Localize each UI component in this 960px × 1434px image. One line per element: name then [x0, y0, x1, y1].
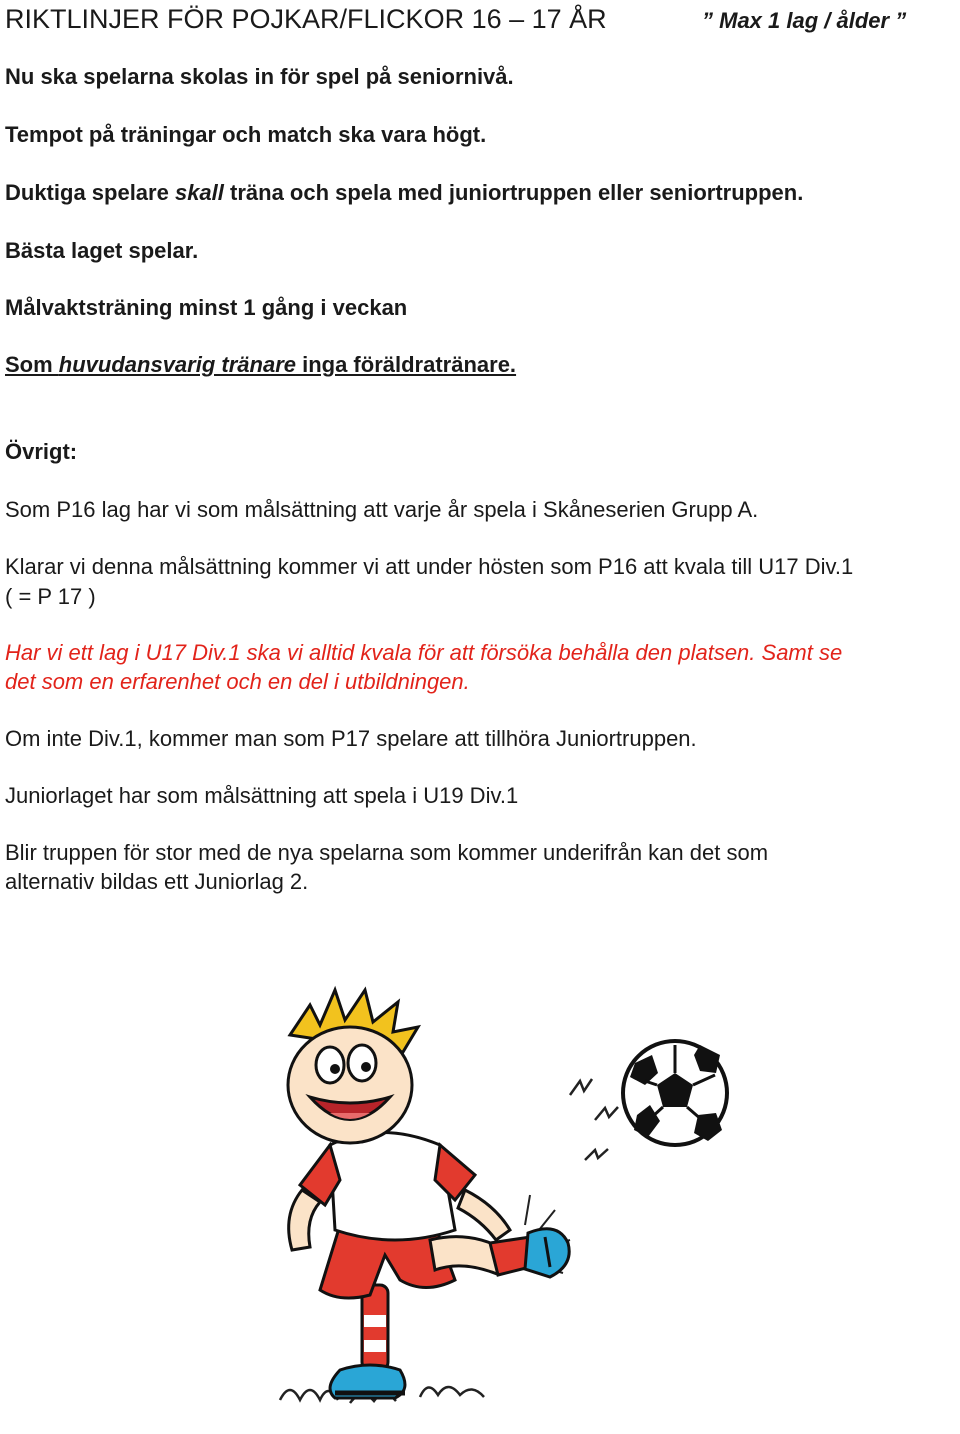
soccer-ball-icon — [623, 1041, 727, 1145]
ovrigt-paragraph-6-line-2: alternativ bildas ett Juniorlag 2. — [5, 869, 309, 894]
ovrigt-paragraph-2-line-1: Klarar vi denna målsättning kommer vi att under hösten som P16 att kvala till U17 Div.1 — [5, 554, 854, 579]
player-head-icon — [288, 990, 418, 1143]
soccer-player-kicking-illustration — [190, 985, 750, 1425]
line-3-emphasis: skall — [174, 180, 224, 205]
line-3-part-c: träna och spela med juniortruppen eller seniortruppen. — [223, 180, 804, 205]
ovrigt-paragraph-2-line-2: ( = P 17 ) — [5, 584, 96, 609]
right-arm-icon — [458, 1190, 510, 1240]
line-6-part-c: inga föräldratränare. — [295, 352, 517, 377]
page-title: RIKTLINJER FÖR POJKAR/FLICKOR 16 – 17 ÅR — [5, 4, 607, 34]
line-4: Bästa laget spelar. — [5, 238, 199, 263]
ovrigt-paragraph-1: Som P16 lag har vi som målsättning att varje år spela i Skåneserien Grupp A. — [5, 497, 759, 522]
ovrigt-paragraph-5: Juniorlaget har som målsättning att spela i U19 Div.1 — [5, 783, 519, 808]
ovrigt-heading: Övrigt: — [5, 439, 78, 464]
ovrigt-paragraph-4: Om inte Div.1, kommer man som P17 spelare att tillhöra Juniortruppen. — [5, 726, 697, 751]
line-2: Tempot på träningar och match ska vara högt. — [5, 122, 487, 147]
ovrigt-paragraph-3-line-2: det som en erfarenhet och en del i utbildningen. — [5, 669, 470, 694]
line-3-part-a: Duktiga spelare — [5, 180, 175, 205]
title-row — [5, 4, 955, 40]
page-subtitle: ” Max 1 lag / ålder ” — [702, 8, 907, 33]
line-6-part-a: Som — [5, 352, 59, 377]
standing-leg-icon — [330, 1285, 405, 1398]
line-6-emphasis: huvudansvarig tränare — [58, 352, 296, 377]
ovrigt-paragraph-3-line-1: Har vi ett lag i U17 Div.1 ska vi alltid kvala för att försöka behålla den platsen. Samt se — [5, 640, 843, 665]
line-1: Nu ska spelarna skolas in för spel på seniornivå. — [5, 64, 514, 89]
line-6 — [5, 350, 516, 379]
left-arm-icon — [289, 1190, 320, 1250]
ovrigt-paragraph-6-line-1: Blir truppen för stor med de nya spelarna som kommer underifrån kan det som — [5, 840, 769, 865]
jersey-icon — [330, 1133, 455, 1241]
line-5: Målvaktsträning minst 1 gång i veckan — [5, 295, 408, 320]
line-3 — [5, 178, 803, 207]
motion-lines-icon — [570, 1079, 618, 1160]
